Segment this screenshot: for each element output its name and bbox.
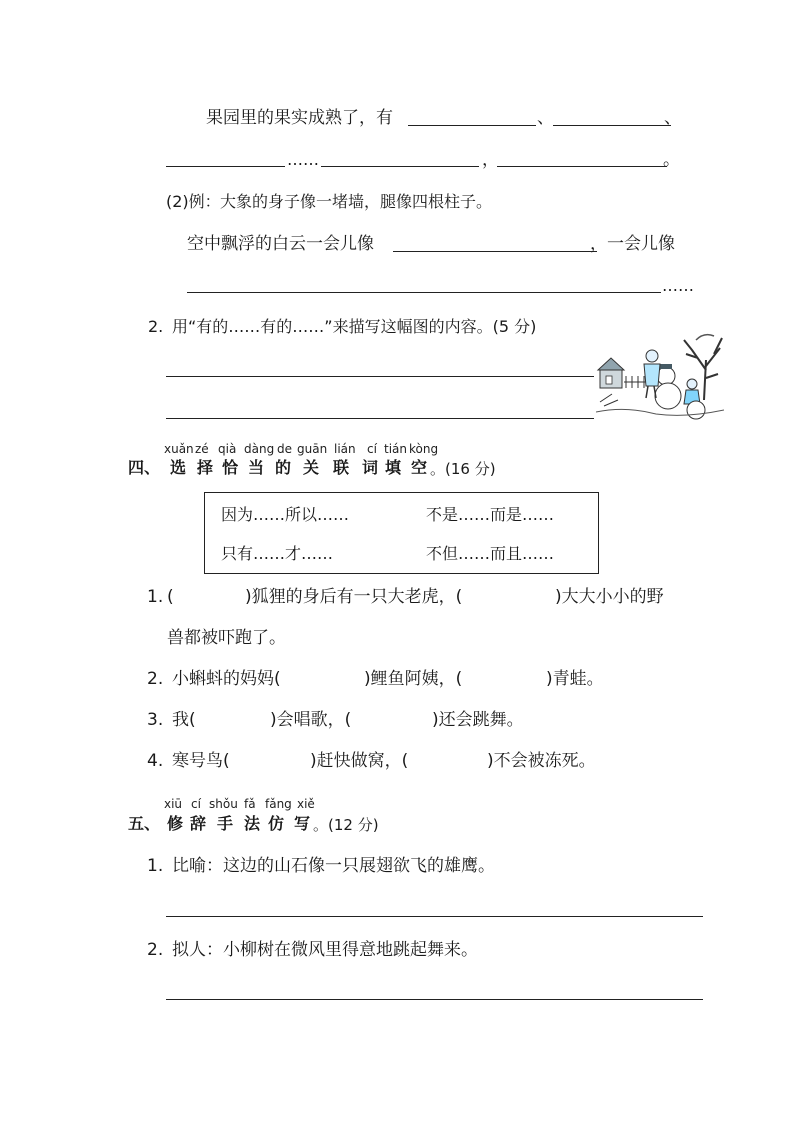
ellipsis: ……: [287, 150, 319, 169]
word-option: 只有……才……: [221, 544, 334, 563]
heading-char: 择: [197, 458, 214, 477]
item-number: 3.: [147, 710, 164, 730]
q1-2-prompt-a: 空中飘浮的白云一会儿像: [187, 234, 374, 254]
heading-char: 仿: [268, 814, 285, 833]
word-option: 不是……而是……: [426, 505, 555, 524]
answer-blank[interactable]: [187, 292, 661, 293]
item-text: )赶快做窝，(: [310, 751, 409, 771]
pinyin: xiū: [164, 797, 183, 811]
item-text: )还会跳舞。: [432, 710, 524, 730]
heading-char: 联: [333, 458, 350, 477]
heading-char: 关: [303, 458, 320, 477]
item-text: )大大小小的野: [555, 587, 664, 607]
section4-pinyin: [0, 442, 794, 456]
answer-blank[interactable]: [408, 125, 536, 126]
comma: ，: [482, 150, 499, 170]
item-number: 2.: [147, 669, 164, 689]
item-number: 4.: [147, 751, 164, 771]
item-number: 2.: [147, 940, 164, 960]
item-text: (: [167, 587, 174, 607]
q2-text: 用“有的……有的……”来描写这幅图的内容。(5 分): [172, 317, 537, 336]
section-number: 四、: [128, 458, 161, 477]
separator: 、: [664, 108, 681, 128]
answer-line[interactable]: [166, 376, 594, 377]
item-text: 比喻：这边的山石像一只展翅欲飞的雄鹰。: [172, 856, 495, 876]
heading-char: 写: [294, 814, 311, 833]
pinyin: de: [277, 442, 292, 456]
item-text: )会唱歌，(: [270, 710, 352, 730]
answer-line[interactable]: [166, 418, 594, 419]
pinyin: zé: [195, 442, 209, 456]
section-score: 。(16 分): [430, 460, 496, 478]
heading-char: 的: [275, 458, 292, 477]
item-number: 1.: [147, 856, 164, 876]
heading-char: 当: [248, 458, 265, 477]
answer-blank[interactable]: [321, 166, 479, 167]
ellipsis: ……: [662, 276, 694, 295]
pinyin: xiě: [297, 797, 315, 811]
item-text: 拟人：小柳树在微风里得意地跳起舞来。: [172, 940, 478, 960]
section-number: 五、: [128, 814, 161, 833]
pinyin: fǎ: [244, 797, 256, 811]
heading-char: 法: [244, 814, 261, 833]
q1-2-prompt-b: ，一会儿像: [590, 234, 675, 254]
pinyin: cí: [191, 797, 201, 811]
answer-line[interactable]: [166, 916, 703, 917]
section-score: 。(12 分): [313, 816, 379, 834]
heading-char: 空: [411, 458, 428, 477]
answer-blank[interactable]: [393, 251, 597, 252]
heading-char: 辞: [190, 814, 207, 833]
word-bank-box: [204, 492, 599, 574]
q1-1-lead: 果园里的果实成熟了，有: [206, 108, 393, 128]
heading-char: 词: [362, 458, 379, 477]
answer-blank[interactable]: [166, 166, 285, 167]
item-text: 兽都被吓跑了。: [167, 628, 286, 648]
pinyin: shǒu: [209, 797, 238, 811]
item-text: 我(: [172, 710, 196, 730]
heading-char: 修: [167, 814, 184, 833]
heading-char: 恰: [222, 458, 239, 477]
answer-blank[interactable]: [553, 125, 671, 126]
pinyin: tián: [384, 442, 407, 456]
item-text: )鲤鱼阿姨，(: [364, 669, 463, 689]
section5-heading: [0, 814, 794, 834]
period: 。: [663, 150, 680, 170]
item-number: 1.: [147, 587, 164, 607]
pinyin: dàng: [244, 442, 275, 456]
example-text: 大象的身子像一堵墙，腿像四根柱子。: [220, 192, 493, 211]
section5-pinyin: [0, 797, 794, 811]
item-text: )青蛙。: [546, 669, 604, 689]
answer-blank[interactable]: [497, 166, 667, 167]
pinyin: cí: [367, 442, 377, 456]
pinyin: guān: [297, 442, 328, 456]
item-text: 寒号鸟(: [172, 751, 230, 771]
heading-char: 填: [385, 458, 402, 477]
snowman-children-icon: [596, 330, 724, 422]
word-option: 不但……而且……: [426, 544, 555, 563]
pinyin: qià: [218, 442, 237, 456]
pinyin: xuǎn: [164, 442, 194, 456]
item-text: )狐狸的身后有一只大老虎，(: [245, 587, 463, 607]
heading-char: 选: [170, 458, 187, 477]
separator: 、: [537, 108, 554, 128]
pinyin: fǎng: [265, 797, 292, 811]
answer-line[interactable]: [166, 999, 703, 1000]
heading-char: 手: [217, 814, 234, 833]
q2-number: 2.: [148, 317, 164, 336]
item-text: )不会被冻死。: [487, 751, 596, 771]
pinyin: lián: [334, 442, 356, 456]
section4-heading: [0, 458, 794, 478]
item-text: 小蝌蚪的妈妈(: [172, 669, 281, 689]
pinyin: kòng: [409, 442, 439, 456]
example-label: (2)例：: [166, 192, 221, 211]
word-option: 因为……所以……: [221, 505, 350, 524]
